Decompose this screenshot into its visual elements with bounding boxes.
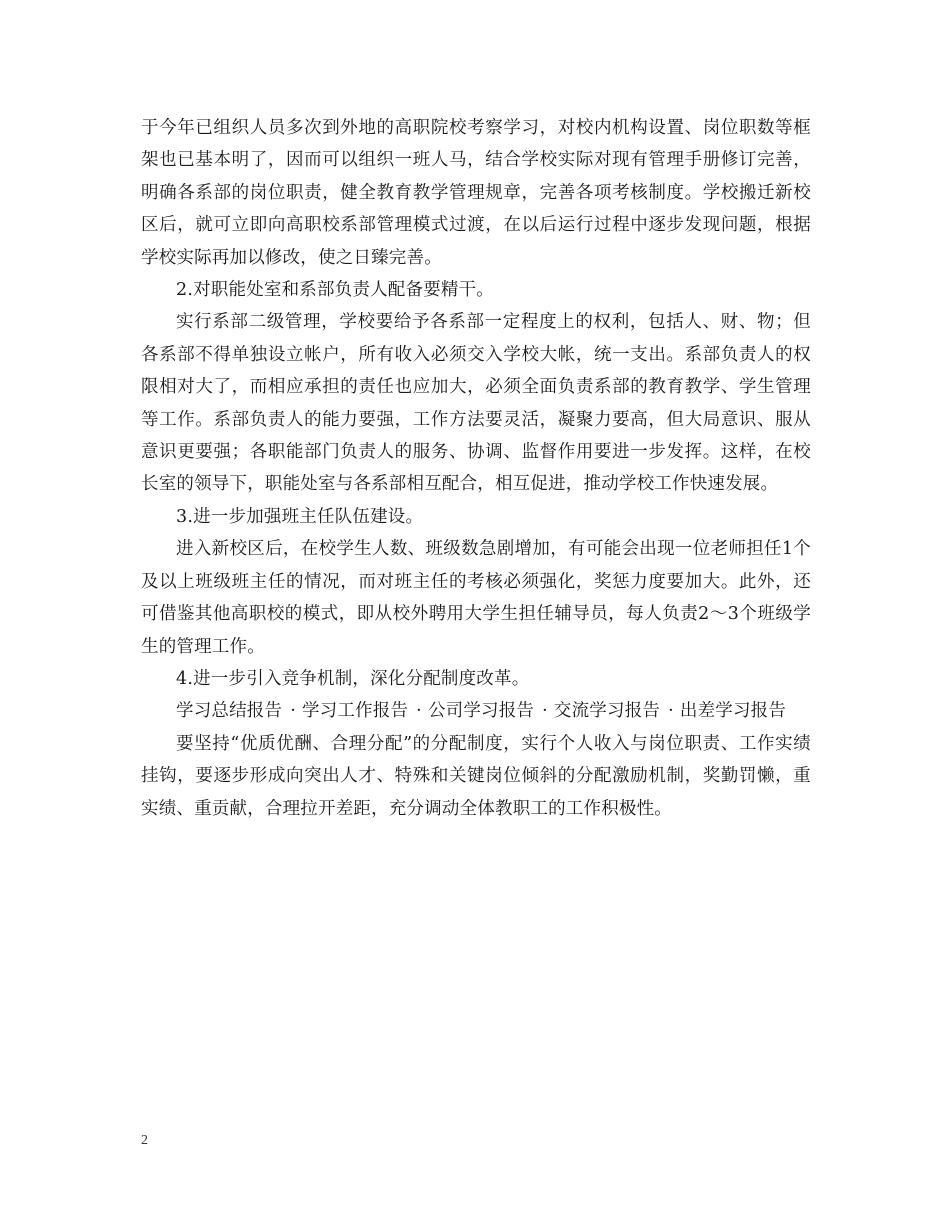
- paragraph-section-3: 进入新校区后，在校学生人数、班级数急剧增加，有可能会出现一位老师担任1个及以上班级班主任的情况，而对班主任的考核必须强化，奖惩力度要加大。此外，还可借鉴其他高职校的模式，即从校外聘用大学生担任辅导员，每人负责2～3个班级学生的管理工作。: [141, 539, 811, 657]
- link-separator: ·: [416, 701, 422, 722]
- section-heading-2: 2.对职能处室和系部负责人配备要精干。: [176, 280, 494, 301]
- link-separator: ·: [668, 701, 674, 722]
- paragraph-continuation: 于今年已组织人员多次到外地的高职院校考察学习，对校内机构设置、岗位职数等框架也已基本明了，因而可以组织一班人马，结合学校实际对现有管理手册修订完善，明确各系部的岗位职责，健全教育教学管理规章，完善各项考核制度。学校搬迁新校区后，就可立即向高职校系部管理模式过渡，在以后运行过程中逐步发现问题，根据学校实际再加以修改，使之日臻完善。: [141, 118, 811, 268]
- related-links: [141, 695, 811, 727]
- page-number: 2: [141, 1133, 148, 1148]
- related-link[interactable]: 学习总结报告: [176, 701, 283, 722]
- related-link[interactable]: 公司学习报告: [427, 701, 535, 722]
- paragraph-section-2: 实行系部二级管理，学校要给予各系部一定程度上的权利，包括人、财、物；但各系部不得单独设立帐户，所有收入必须交入学校大帐，统一支出。系部负责人的权限相对大了，而相应承担的责任也应加大，必须全面负责系部的教育教学、学生管理等工作。系部负责人的能力要强，工作方法要灵活，凝聚力要高，但大局意识、服从意识更要强；各职能部门负责人的服务、协调、监督作用要进一步发挥。这样，在校长室的领导下，职能处室与各系部相互配合，相互促进，推动学校工作快速发展。: [141, 312, 811, 495]
- related-link[interactable]: 交流学习报告: [553, 701, 661, 722]
- section-heading-4: 4.进一步引入竞争机制，深化分配制度改革。: [176, 668, 530, 689]
- related-link[interactable]: 出差学习报告: [679, 701, 787, 722]
- paragraph-section-4: 要坚持“优质优酬、合理分配”的分配制度，实行个人收入与岗位职责、工作实绩挂钩，要逐步形成向突出人才、特殊和关键岗位倾斜的分配激励机制，奖勤罚懒，重实绩、重贡献，合理拉开差距，充分调动全体教职工的工作积极性。: [141, 733, 811, 819]
- related-link[interactable]: 学习工作报告: [301, 701, 409, 722]
- link-separator: ·: [290, 701, 296, 722]
- link-separator: ·: [542, 701, 548, 722]
- section-heading-3: 3.进一步加强班主任队伍建设。: [176, 506, 424, 527]
- document-body: [141, 112, 811, 825]
